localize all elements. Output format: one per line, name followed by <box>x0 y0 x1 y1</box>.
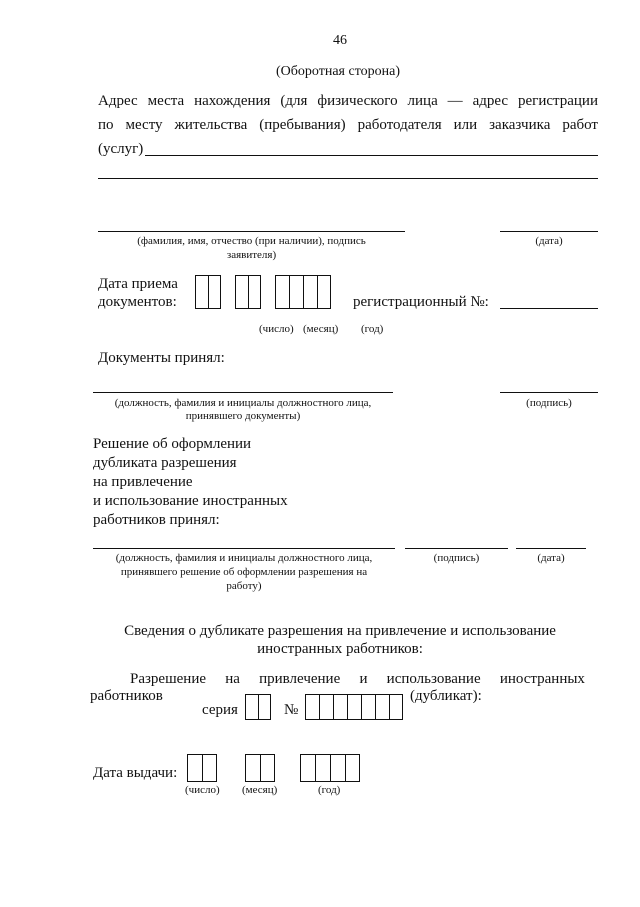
decision-line-2: дубликата разрешения <box>93 455 237 471</box>
issue-year-boxes[interactable] <box>300 754 360 782</box>
applicant-signature-field[interactable] <box>98 231 405 232</box>
registration-label: регистрационный №: <box>353 294 489 310</box>
issue-date-label: Дата выдачи: <box>93 765 178 781</box>
accepted-caption-1: (должность, фамилия и инициалы должностного лица, <box>114 397 372 409</box>
decision-date-caption: (дата) <box>537 552 565 564</box>
issue-year-caption: (год) <box>318 784 341 796</box>
duplicate-label: (дубликат): <box>410 688 482 704</box>
accepted-caption-2: принявшего документы) <box>185 410 301 422</box>
decision-line-5: работников принял: <box>93 512 220 528</box>
address-field-1[interactable] <box>145 155 598 156</box>
decision-signature-field[interactable] <box>405 548 508 549</box>
applicant-date-caption: (дата) <box>535 235 563 247</box>
receipt-year-boxes[interactable] <box>275 275 331 309</box>
applicant-caption-2: заявителя) <box>226 249 277 261</box>
series-boxes[interactable] <box>245 694 271 720</box>
decision-signature-caption: (подпись) <box>433 552 480 564</box>
decision-line-1: Решение об оформлении <box>93 436 252 452</box>
address-line-2: по месту жительства (пребывания) работодателя или заказчика работ <box>98 117 598 133</box>
permit-word: Разрешение <box>130 671 207 687</box>
permit-word: иностранных <box>499 671 585 687</box>
number-sign: № <box>284 702 299 718</box>
receipt-year-caption: (год) <box>361 323 384 335</box>
duplicate-heading-1: Сведения о дубликате разрешения на привлечение и использование <box>124 623 556 639</box>
applicant-date-field[interactable] <box>500 231 598 232</box>
address-line-3: (услуг) <box>98 141 144 157</box>
permit-words-row <box>130 671 585 688</box>
receipt-day-caption: (число) <box>259 323 294 335</box>
permit-word: использование <box>386 671 481 687</box>
accepted-official-field[interactable] <box>93 392 393 393</box>
series-label: серия <box>202 702 238 718</box>
duplicate-heading-2: иностранных работников: <box>257 641 423 657</box>
page-number: 46 <box>333 33 347 48</box>
permit-word: привлечение <box>259 671 341 687</box>
decision-line-3: на привлечение <box>93 474 193 490</box>
issue-day-caption: (число) <box>185 784 220 796</box>
accepted-label: Документы принял: <box>98 350 225 366</box>
decision-caption-2: принявшего решение об оформлении разрешения на <box>120 566 368 578</box>
decision-caption-3: работу) <box>226 580 262 592</box>
receipt-day-boxes[interactable] <box>195 275 221 309</box>
receipt-month-boxes[interactable] <box>235 275 261 309</box>
decision-official-field[interactable] <box>93 548 395 549</box>
receipt-label-2: документов: <box>98 294 177 310</box>
permit-word: на <box>225 671 240 687</box>
accepted-signature-field[interactable] <box>500 392 598 393</box>
permit-word: и <box>359 671 368 687</box>
address-field-2[interactable] <box>98 178 598 179</box>
address-line-1: Адрес места нахождения (для физического лица — адрес регистрации <box>98 93 598 109</box>
issue-day-boxes[interactable] <box>187 754 217 782</box>
receipt-label-1: Дата приема <box>98 276 178 292</box>
issue-month-caption: (месяц) <box>242 784 278 796</box>
side-label: (Оборотная сторона) <box>276 64 400 79</box>
decision-caption-1: (должность, фамилия и инициалы должностного лица, <box>115 552 373 564</box>
decision-date-field[interactable] <box>516 548 586 549</box>
decision-line-4: и использование иностранных <box>93 493 288 509</box>
issue-month-boxes[interactable] <box>245 754 275 782</box>
applicant-caption-1: (фамилия, имя, отчество (при наличии), подпись <box>137 235 366 247</box>
permit-number-boxes[interactable] <box>305 694 403 720</box>
receipt-month-caption: (месяц) <box>303 323 339 335</box>
workers-label: работников <box>90 688 163 704</box>
registration-number-field[interactable] <box>500 308 598 309</box>
accepted-signature-caption: (подпись) <box>526 397 572 409</box>
